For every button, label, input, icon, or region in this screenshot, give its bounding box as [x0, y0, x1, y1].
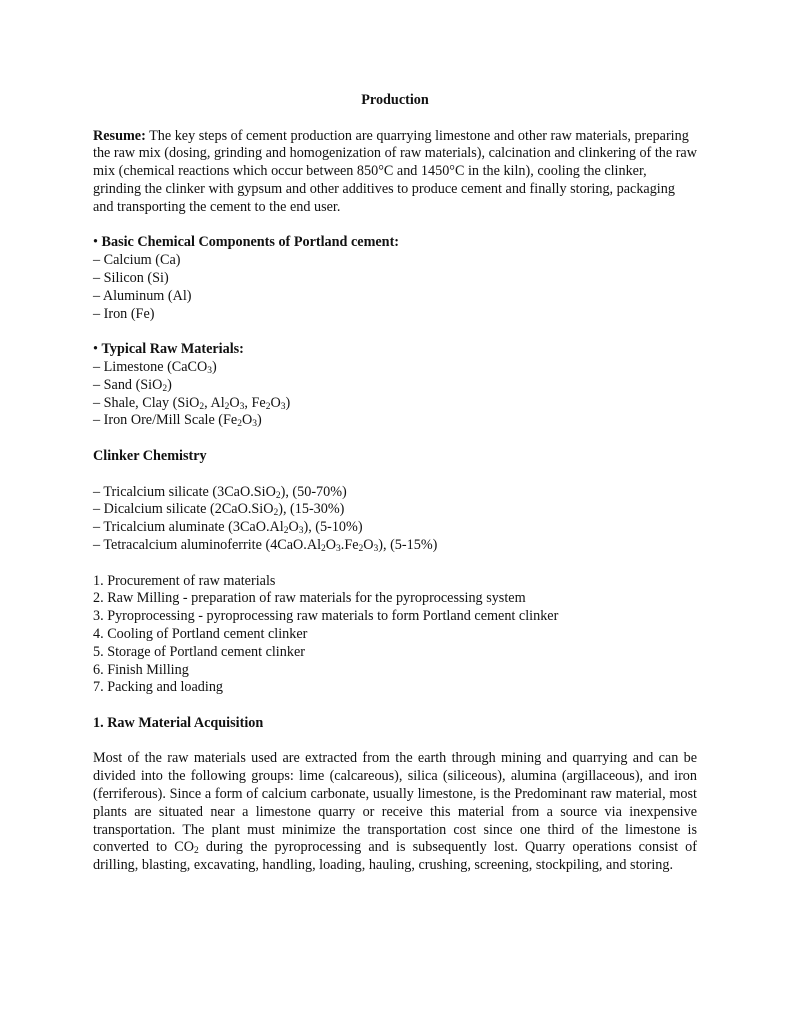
basic-components-heading: • Basic Chemical Components of Portland cement: [93, 234, 400, 251]
list-item: – Aluminum (Al) [93, 287, 192, 304]
list-item-tricalcium-silicate: – Tricalcium silicate (3CaO.SiO$_2$), (50-70%) [93, 483, 347, 501]
bullet-icon: • [93, 234, 98, 251]
step-item: 3. Pyroprocessing - pyroprocessing raw materials to form Portland cement clinker [93, 608, 559, 625]
step-item: 1. Procurement of raw materials [93, 572, 276, 589]
resume-label: Resume: [93, 127, 146, 144]
acquisition-heading: 1. Raw Material Acquisition [93, 714, 264, 731]
clinker-heading: Clinker Chemistry [93, 447, 207, 464]
basic-components-section [93, 234, 697, 323]
page-title: Production [361, 92, 429, 108]
step-item: 2. Raw Milling - preparation of raw materials for the pyroprocessing system [93, 590, 526, 607]
raw-materials-section [93, 341, 697, 430]
list-item-dicalcium-silicate: – Dicalcium silicate (2CaO.SiO$_2$), (15-30%) [93, 501, 345, 519]
bullet-icon: • [93, 341, 98, 358]
clinker-list [93, 484, 697, 555]
list-item-iron-ore: – Iron Ore/Mill Scale $(Fe_2O_3)$ [93, 412, 262, 430]
resume-paragraph [93, 128, 697, 217]
list-item: – Iron (Fe) [93, 305, 155, 322]
step-item: 7. Packing and loading [93, 679, 224, 696]
acquisition-paragraph: Most of the raw materials used are extracted from the earth through mining and quarrying and can be divided into the following groups: lime (calcareous), silica (siliceous), alumina (argillaceous), and iron (ferriferous). Since a form of calcium carbonate, usually limestone, is the Predominant raw material, most plants are situated near a limestone quarry or receive this material from a source via inexpensive transportation. The plant must minimize the transportation cost since one third of the limestone is converted to $CO_2$ during the pyroprocessing and is subsequently lost. Quarry operations consist of drilling, blasting, excavating, handling, loading, hauling, crushing, screening, stockpiling, and storing. [93, 750, 698, 874]
step-item: 6. Finish Milling [93, 661, 189, 678]
list-item: – Silicon (Si) [93, 269, 169, 286]
list-item-shale-clay: – Shale, Clay (SiO$_2$, $Al_2O_3$, $Fe_2O_3$) [93, 394, 291, 412]
resume-text: The key steps of cement production are quarrying limestone and other raw materials, preparing the raw mix (dosing, grinding and homogenization of raw materials), calcination and clinkering of the raw mix (chemical reactions which occur between 850°C and 1450°C in the kiln), cooling the clinker, grinding the clinker with gypsum and other additives to produce cement and finally storing, packaging and transporting the cement to the end user. [93, 127, 697, 215]
raw-materials-heading: • Typical Raw Materials: [93, 341, 244, 358]
list-item-sand: – Sand (SiO$_2$) [93, 376, 172, 394]
step-item: 5. Storage of Portland cement clinker [93, 643, 305, 660]
process-steps-list [93, 573, 697, 698]
document-page [93, 92, 697, 875]
list-item-tetracalcium-aluminoferrite: – Tetracalcium aluminoferrite $(4CaO.Al_2O_3.Fe_2O_3)$, (5-15%) [93, 536, 438, 554]
list-item-limestone: – Limestone (CaCO$_3$) [93, 358, 217, 376]
step-item: 4. Cooling of Portland cement clinker [93, 625, 308, 642]
list-item-tricalcium-aluminate: – Tricalcium aluminate $(3CaO.Al_2O_3)$, (5-10%) [93, 519, 363, 537]
list-item: – Calcium (Ca) [93, 252, 181, 269]
